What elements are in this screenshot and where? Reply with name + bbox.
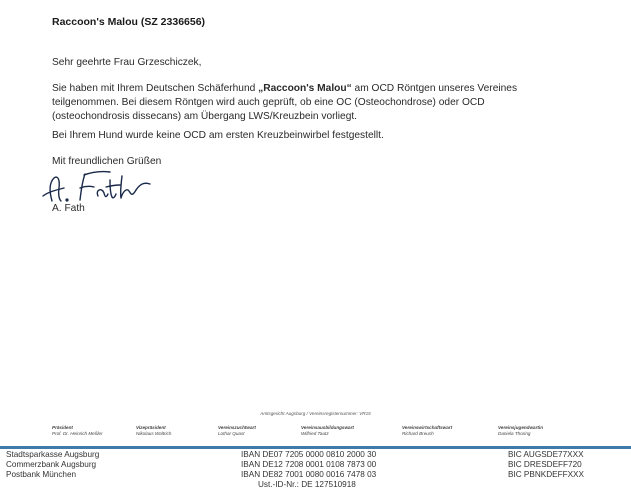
court-registry: Amtsgericht Augsburg / Vereinsregisternummer: VR15 <box>260 411 371 416</box>
footer-divider <box>0 446 631 449</box>
officer-youth-warden: Vereinsjugendwartin Daniela Thoring <box>498 425 544 436</box>
bank-bic: BIC DRESDEFF720 <box>508 460 582 469</box>
closing: Mit freundlichen Grüßen <box>52 156 162 167</box>
officer-breeding-warden: Vereinszuchtwart Lothar Quast <box>218 425 256 436</box>
bank-row <box>0 470 631 480</box>
paragraph-result-intro <box>52 82 592 124</box>
letter-title: Raccoon's Malou (SZ 2336656) <box>52 16 206 28</box>
officers-list <box>52 425 612 439</box>
officer-economics-warden: Vereinswirtschaftswart Richard Breush <box>402 425 453 436</box>
vat-id: Ust.-ID-Nr.: DE 127510918 <box>258 480 356 489</box>
bank-iban: IBAN DE07 7205 0000 0810 2000 30 <box>241 450 377 459</box>
paragraph1-line1: Sie haben mit Ihrem Deutschen Schäferhund „Raccoon's Malou“ am OCD Röntgen unseres Vereines <box>52 83 518 94</box>
paragraph1-line2: teilgenommen. Bei diesem Röntgen wird auch geprüft, ob eine OC (Osteochondrose) oder OCD <box>52 97 485 108</box>
salutation: Sehr geehrte Frau Grzeschiczek, <box>52 57 202 68</box>
paragraph-result: Bei Ihrem Hund wurde keine OCD am ersten Kreuzbeinwirbel festgestellt. <box>52 130 384 141</box>
bank-name: Postbank München <box>6 470 77 479</box>
officer-vice-president: Vizepräsident Nikolaus Waltrich <box>136 425 172 436</box>
officer-president: Präsident Prof. Dr. Heinrich Meßler <box>52 425 103 436</box>
signer-name: A. Fath <box>52 203 85 214</box>
bank-iban: IBAN DE12 7208 0001 0108 7873 00 <box>241 460 377 469</box>
bank-row <box>0 450 631 460</box>
bank-bic: BIC AUGSDE77XXX <box>508 450 584 459</box>
bank-row <box>0 460 631 470</box>
officer-training-warden: Vereinsausbildungswart Wilfried Tautz <box>301 425 354 436</box>
bank-iban: IBAN DE82 7001 0080 0016 7478 03 <box>241 470 377 479</box>
handwritten-signature <box>40 166 160 206</box>
bank-name: Commerzbank Augsburg <box>6 460 97 469</box>
dog-name: „Raccoon's Malou“ <box>258 83 352 94</box>
bank-bic: BIC PBNKDEFFXXX <box>508 470 584 479</box>
bank-details <box>0 450 631 480</box>
bank-name: Stadtsparkasse Augsburg <box>6 450 100 459</box>
paragraph1-line3: (osteochondrosis dissecans) am Übergang LWS/Kreuzbein vorliegt. <box>52 111 358 122</box>
